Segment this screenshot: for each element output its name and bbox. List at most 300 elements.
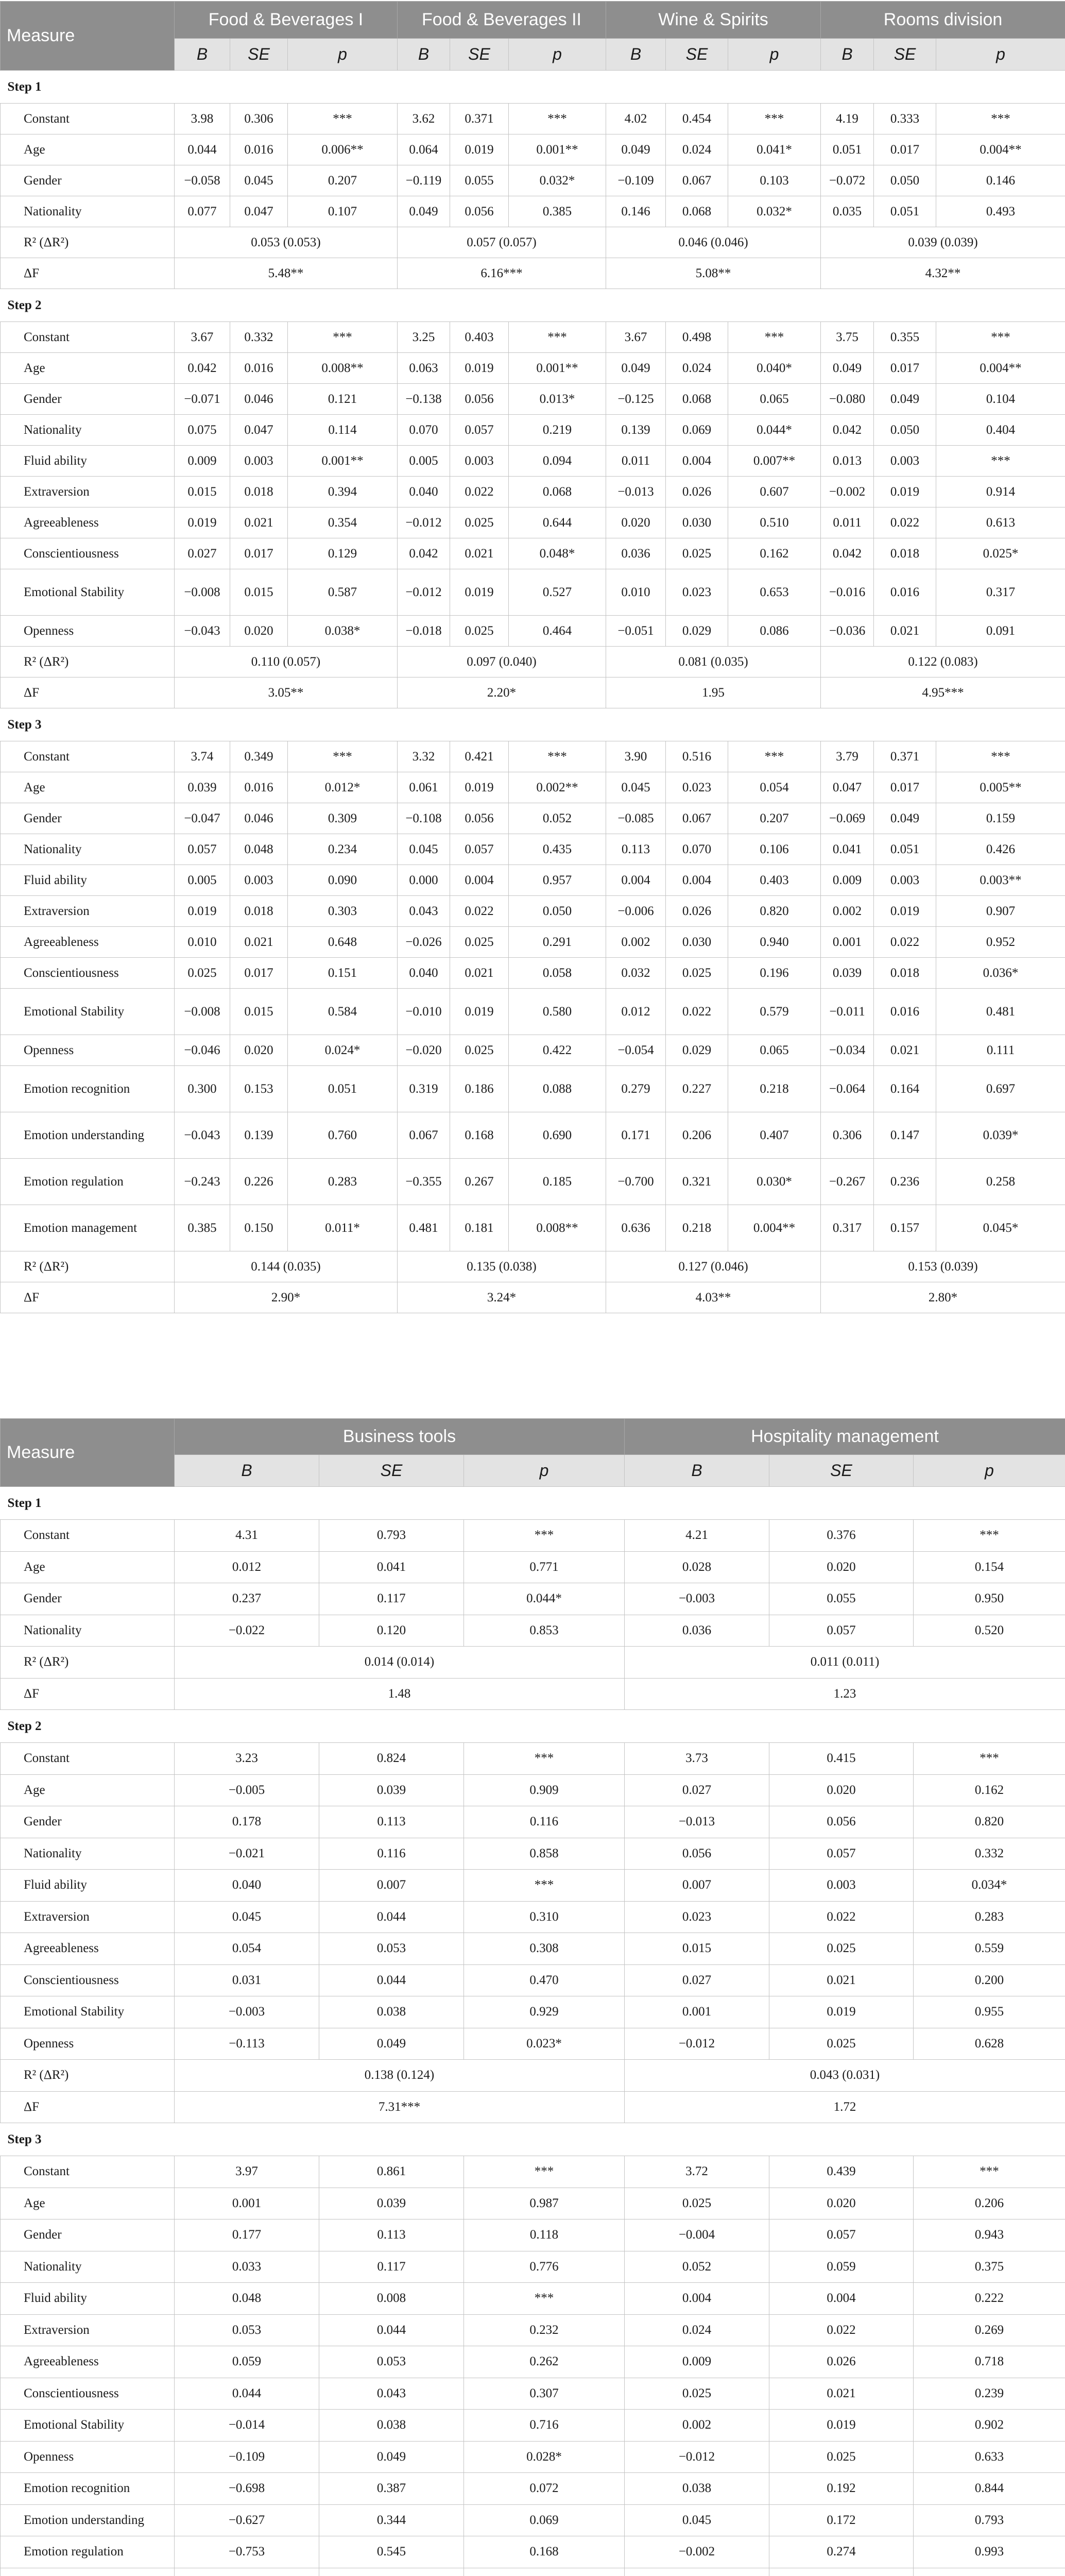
cell: 0.106 [728, 834, 821, 865]
cell: 0.407 [728, 1112, 821, 1159]
cell: 0.017 [874, 134, 936, 165]
cell: 0.049 [821, 353, 874, 384]
cell: −0.003 [625, 1583, 769, 1615]
cell: −0.010 [398, 989, 450, 1035]
delta-f-value: 1.72 [625, 2091, 1065, 2123]
row-label: Agreeableness [1, 2346, 175, 2378]
cell: 0.186 [450, 1066, 509, 1112]
cell: *** [464, 1520, 625, 1552]
cell: −0.002 [625, 2536, 769, 2568]
cell: 0.040 [175, 1870, 319, 1902]
table-row [1, 2473, 1065, 2505]
cell: 0.067 [666, 165, 728, 196]
row-label: Nationality [1, 834, 175, 865]
cell: 3.97 [175, 2156, 319, 2188]
table-row [1, 2156, 1065, 2188]
cell: 0.070 [666, 834, 728, 865]
row-label: Constant [1, 1520, 175, 1552]
cell: 0.057 [769, 1838, 914, 1870]
cell: 0.196 [728, 958, 821, 989]
cell: 0.861 [319, 2156, 464, 2188]
delta-f-value: 2.80* [821, 1282, 1065, 1313]
cell: 0.021 [450, 958, 509, 989]
r2-value: 0.057 (0.057) [398, 227, 606, 258]
row-label: Constant [1, 104, 175, 134]
cell: 0.065 [728, 1035, 821, 1066]
cell: 0.587 [288, 569, 398, 616]
cell: 0.041 [821, 834, 874, 865]
table-row [1, 1901, 1065, 1933]
cell: 0.303 [288, 896, 398, 927]
cell: 0.226 [230, 1159, 288, 1205]
cell: 0.019 [450, 134, 509, 165]
delta-f-value: 7.31*** [175, 2091, 625, 2123]
cell: 0.056 [450, 384, 509, 415]
cell: 0.164 [874, 1066, 936, 1112]
cell: 0.952 [936, 927, 1065, 958]
cell: 0.022 [874, 927, 936, 958]
measure-header: Measure [1, 1419, 175, 1487]
row-label: Fluid ability [1, 446, 175, 477]
r2-row [1, 1251, 1065, 1282]
row-label: Age [1, 772, 175, 803]
cell: 0.628 [914, 2028, 1065, 2060]
cell: *** [728, 741, 821, 772]
cell: 0.820 [728, 896, 821, 927]
cell: 0.072 [464, 2473, 625, 2505]
subheader-se: SE [769, 1455, 914, 1487]
cell: 0.040 [398, 958, 450, 989]
measure-header: Measure [1, 2, 175, 71]
table-row [1, 1996, 1065, 2028]
row-label: Emotion understanding [1, 1112, 175, 1159]
cell: 0.022 [874, 507, 936, 538]
cell: 0.227 [666, 1066, 728, 1112]
table-row [1, 196, 1065, 227]
cell: 3.25 [398, 322, 450, 353]
table-row [1, 1205, 1065, 1251]
cell: 0.237 [175, 1583, 319, 1615]
cell: 0.057 [175, 834, 230, 865]
cell: 0.023 [666, 772, 728, 803]
cell: 0.793 [319, 1520, 464, 1552]
cell: 0.038 [625, 2473, 769, 2505]
cell: −0.109 [606, 165, 666, 196]
cell: 0.009 [625, 2346, 769, 2378]
r2-value: 0.043 (0.031) [625, 2060, 1065, 2092]
cell: 0.403 [450, 322, 509, 353]
delta-f-value: 6.16*** [398, 258, 606, 289]
cell: 0.481 [936, 989, 1065, 1035]
cell: 0.016 [230, 134, 288, 165]
table-row [1, 1159, 1065, 1205]
cell: 0.690 [509, 1112, 606, 1159]
cell: 0.718 [914, 2346, 1065, 2378]
r2-value: 0.122 (0.083) [821, 647, 1065, 677]
cell: 0.310 [464, 1901, 625, 1933]
cell: 3.75 [821, 322, 874, 353]
cell: 0.045 [606, 772, 666, 803]
cell: 0.426 [936, 834, 1065, 865]
cell: 0.002** [509, 772, 606, 803]
cell: 0.274 [769, 2536, 914, 2568]
cell: 0.019 [450, 353, 509, 384]
table-row [1, 1520, 1065, 1552]
cell: 0.139 [230, 1112, 288, 1159]
delta-f-row [1, 677, 1065, 708]
cell: 0.003 [769, 1870, 914, 1902]
cell: 0.053 [319, 2346, 464, 2378]
cell: −0.012 [625, 2441, 769, 2473]
cell: 0.019 [450, 569, 509, 616]
subheader-b: B [175, 1455, 319, 1487]
cell: 0.033 [175, 2251, 319, 2283]
cell: 0.929 [464, 1996, 625, 2028]
cell: 0.051 [821, 134, 874, 165]
cell: 0.042 [398, 538, 450, 569]
cell: 0.021 [874, 616, 936, 647]
cell: 0.464 [509, 616, 606, 647]
cell: 0.104 [936, 384, 1065, 415]
table-row [1, 2188, 1065, 2219]
cell: 0.439 [769, 2156, 914, 2188]
row-label: Openness [1, 616, 175, 647]
cell: 0.308 [464, 1933, 625, 1965]
r2-value: 0.127 (0.046) [606, 1251, 821, 1282]
table-row [1, 1615, 1065, 1647]
cell: 0.069 [666, 415, 728, 446]
cell: 0.025 [666, 538, 728, 569]
step-row [1, 2123, 1065, 2156]
cell: 0.349 [230, 741, 288, 772]
cell: 0.002 [606, 927, 666, 958]
group-header: Business tools [175, 1419, 625, 1455]
cell: 0.049 [398, 196, 450, 227]
table-row [1, 507, 1065, 538]
cell: 0.044 [175, 134, 230, 165]
cell: 0.050 [874, 415, 936, 446]
cell: −0.008 [175, 989, 230, 1035]
cell: 0.001** [288, 446, 398, 477]
cell: 0.030* [728, 1159, 821, 1205]
cell: *** [464, 1743, 625, 1775]
cell: −0.020 [398, 1035, 450, 1066]
table-row [1, 2410, 1065, 2442]
cell: −0.069 [821, 803, 874, 834]
cell: 0.001 [175, 2188, 319, 2219]
cell: 0.049 [319, 2441, 464, 2473]
row-label: Emotion recognition [1, 1066, 175, 1112]
cell: 0.021 [769, 2378, 914, 2410]
cell: 0.019 [874, 896, 936, 927]
row-label: Conscientiousness [1, 2378, 175, 2410]
table-row [1, 2504, 1065, 2536]
cell: 0.470 [464, 1964, 625, 1996]
cell: 0.200 [914, 1964, 1065, 1996]
cell: 0.021 [230, 507, 288, 538]
cell: 0.421 [450, 741, 509, 772]
cell: 3.98 [175, 104, 230, 134]
cell: 0.025 [769, 1933, 914, 1965]
subheader-p: p [288, 39, 398, 71]
cell: 0.168 [464, 2536, 625, 2568]
cell: 0.063 [398, 353, 450, 384]
r2-value: 0.097 (0.040) [398, 647, 606, 677]
r2-value: 0.081 (0.035) [606, 647, 821, 677]
cell: 0.036 [606, 538, 666, 569]
cell: 0.004 [666, 865, 728, 896]
cell: 0.026 [666, 896, 728, 927]
subheader-b: B [821, 39, 874, 71]
cell [769, 2568, 914, 2576]
cell: −0.064 [821, 1066, 874, 1112]
r2-label: R² (ΔR²) [1, 227, 175, 258]
cell: 0.950 [914, 1583, 1065, 1615]
r2-row [1, 227, 1065, 258]
cell: 0.022 [769, 1901, 914, 1933]
table-row [1, 2378, 1065, 2410]
cell: 0.001 [625, 1996, 769, 2028]
cell: 0.017 [874, 353, 936, 384]
cell: 0.019 [450, 772, 509, 803]
cell: 0.044 [319, 1964, 464, 1996]
cell: 0.003 [450, 446, 509, 477]
table-row [1, 477, 1065, 507]
cell: 0.902 [914, 2410, 1065, 2442]
cell: 0.004 [769, 2283, 914, 2315]
cell: 0.151 [288, 958, 398, 989]
cell: 0.003 [874, 446, 936, 477]
cell: 0.371 [874, 741, 936, 772]
cell: 0.005 [175, 865, 230, 896]
cell: 0.387 [319, 2473, 464, 2505]
cell: 0.018 [230, 477, 288, 507]
cell: 0.024 [625, 2314, 769, 2346]
cell: 0.003** [936, 865, 1065, 896]
cell: *** [509, 741, 606, 772]
cell: 0.776 [464, 2251, 625, 2283]
cell: 0.017 [230, 958, 288, 989]
cell: 0.481 [398, 1205, 450, 1251]
cell: −0.113 [175, 2028, 319, 2060]
row-label: Fluid ability [1, 2283, 175, 2315]
cell: −0.003 [175, 1996, 319, 2028]
cell: 0.909 [464, 1774, 625, 1806]
subheader-se: SE [874, 39, 936, 71]
cell: 0.940 [728, 927, 821, 958]
cell: 0.307 [464, 2378, 625, 2410]
cell: 0.291 [509, 927, 606, 958]
cell: 0.012 [606, 989, 666, 1035]
cell: 0.044 [319, 1901, 464, 1933]
cell: 0.020 [769, 1551, 914, 1583]
cell: 0.613 [936, 507, 1065, 538]
cell: −0.080 [821, 384, 874, 415]
row-label: Agreeableness [1, 1933, 175, 1965]
cell: 0.045* [936, 1205, 1065, 1251]
cell: 0.107 [288, 196, 398, 227]
delta-f-label: ΔF [1, 2091, 175, 2123]
cell: 0.049 [319, 2028, 464, 2060]
cell: 3.73 [625, 1743, 769, 1775]
cell: 0.055 [450, 165, 509, 196]
row-label: Emotional Stability [1, 2410, 175, 2442]
cell: 0.218 [728, 1066, 821, 1112]
cell: 0.435 [509, 834, 606, 865]
cell: 0.192 [769, 2473, 914, 2505]
cell: 0.150 [230, 1205, 288, 1251]
cell: 0.030 [666, 927, 728, 958]
cell: −0.002 [821, 477, 874, 507]
cell: 0.171 [606, 1112, 666, 1159]
cell: 0.022 [769, 2314, 914, 2346]
row-label: Agreeableness [1, 927, 175, 958]
subheader-b: B [606, 39, 666, 71]
cell: 0.306 [821, 1112, 874, 1159]
cell: *** [728, 322, 821, 353]
cell: *** [936, 446, 1065, 477]
row-label: Constant [1, 1743, 175, 1775]
step-row [1, 71, 1065, 104]
cell: 0.020 [230, 1035, 288, 1066]
cell: 0.207 [728, 803, 821, 834]
table-row [1, 1035, 1065, 1066]
cell: 0.061 [398, 772, 450, 803]
cell: 0.206 [914, 2188, 1065, 2219]
step-row [1, 708, 1065, 741]
cell: 0.004 [606, 865, 666, 896]
cell: 0.040 [398, 477, 450, 507]
r2-label: R² (ΔR²) [1, 1647, 175, 1679]
cell: 0.644 [509, 507, 606, 538]
row-label: Emotional Stability [1, 1996, 175, 2028]
row-label: Fluid ability [1, 1870, 175, 1902]
cell: 0.023 [666, 569, 728, 616]
subheader-p: p [728, 39, 821, 71]
table-row [1, 322, 1065, 353]
cell: 0.045 [625, 2504, 769, 2536]
cell: −0.036 [821, 616, 874, 647]
cell: 0.580 [509, 989, 606, 1035]
cell: 0.697 [936, 1066, 1065, 1112]
cell: −0.108 [398, 803, 450, 834]
cell: 0.012 [175, 1551, 319, 1583]
cell: 0.404 [936, 415, 1065, 446]
cell: 0.003 [230, 865, 288, 896]
r2-row [1, 647, 1065, 677]
cell: −0.006 [606, 896, 666, 927]
cell: 0.354 [288, 507, 398, 538]
cell: −0.071 [175, 384, 230, 415]
table-row [1, 104, 1065, 134]
table-row [1, 803, 1065, 834]
cell: 3.74 [175, 741, 230, 772]
cell: 0.029 [666, 1035, 728, 1066]
step-label: Step 1 [1, 1487, 1065, 1520]
table-row [1, 353, 1065, 384]
subheader-se: SE [666, 39, 728, 71]
delta-f-value: 3.24* [398, 1282, 606, 1313]
cell: 0.002 [821, 896, 874, 927]
cell: 0.172 [769, 2504, 914, 2536]
cell: 0.016 [230, 353, 288, 384]
cell: −0.700 [606, 1159, 666, 1205]
cell: −0.243 [175, 1159, 230, 1205]
cell: 0.050 [874, 165, 936, 196]
cell: 0.057 [769, 2219, 914, 2251]
row-label: Gender [1, 165, 175, 196]
cell: 0.003 [230, 446, 288, 477]
cell: 0.306 [230, 104, 288, 134]
cell: 0.178 [175, 1806, 319, 1838]
cell: 0.018 [230, 896, 288, 927]
cell: 0.181 [450, 1205, 509, 1251]
cell: 0.103 [728, 165, 821, 196]
table-row [1, 1066, 1065, 1112]
cell: 0.032* [728, 196, 821, 227]
delta-f-row [1, 1282, 1065, 1313]
cell: 0.232 [464, 2314, 625, 2346]
cell: 0.019 [450, 989, 509, 1035]
r2-label: R² (ΔR²) [1, 1251, 175, 1282]
cell: 0.236 [874, 1159, 936, 1205]
cell: 0.005 [398, 446, 450, 477]
cell: 0.262 [464, 2346, 625, 2378]
cell: 0.403 [728, 865, 821, 896]
step-row [1, 1487, 1065, 1520]
r2-value: 0.053 (0.053) [175, 227, 398, 258]
cell: 0.056 [625, 1838, 769, 1870]
cell: 0.039 [319, 2188, 464, 2219]
cell: 0.008** [288, 353, 398, 384]
cell: 0.042 [175, 353, 230, 384]
row-label: Conscientiousness [1, 538, 175, 569]
cell: *** [914, 1520, 1065, 1552]
cell: −0.004 [625, 2219, 769, 2251]
cell: 0.017 [874, 772, 936, 803]
r2-label: R² (ΔR²) [1, 2060, 175, 2092]
cell: 0.120 [319, 1615, 464, 1647]
cell: 0.007** [728, 446, 821, 477]
cell: 0.007 [319, 1870, 464, 1902]
cell: 0.013 [821, 446, 874, 477]
cell: 0.955 [914, 1996, 1065, 2028]
cell: −0.119 [398, 165, 450, 196]
cell: 0.025 [769, 2028, 914, 2060]
cell: 0.051 [874, 196, 936, 227]
table-row [1, 1964, 1065, 1996]
cell: 0.045 [175, 1901, 319, 1933]
cell [175, 2568, 319, 2576]
cell: 0.162 [914, 1774, 1065, 1806]
cell: 0.053 [319, 1933, 464, 1965]
cell: 0.069 [464, 2504, 625, 2536]
cell: 0.004** [936, 353, 1065, 384]
cell: 0.054 [175, 1933, 319, 1965]
cell: 0.064 [398, 134, 450, 165]
cell: −0.005 [175, 1774, 319, 1806]
row-label: Openness [1, 2028, 175, 2060]
row-label: Conscientiousness [1, 958, 175, 989]
row-label: Extraversion [1, 2314, 175, 2346]
table-row [1, 2314, 1065, 2346]
cell: 0.317 [821, 1205, 874, 1251]
row-label: Age [1, 134, 175, 165]
cell: 0.015 [230, 989, 288, 1035]
row-label: Gender [1, 2219, 175, 2251]
cell: 0.009 [821, 865, 874, 896]
cell: 0.004 [625, 2283, 769, 2315]
